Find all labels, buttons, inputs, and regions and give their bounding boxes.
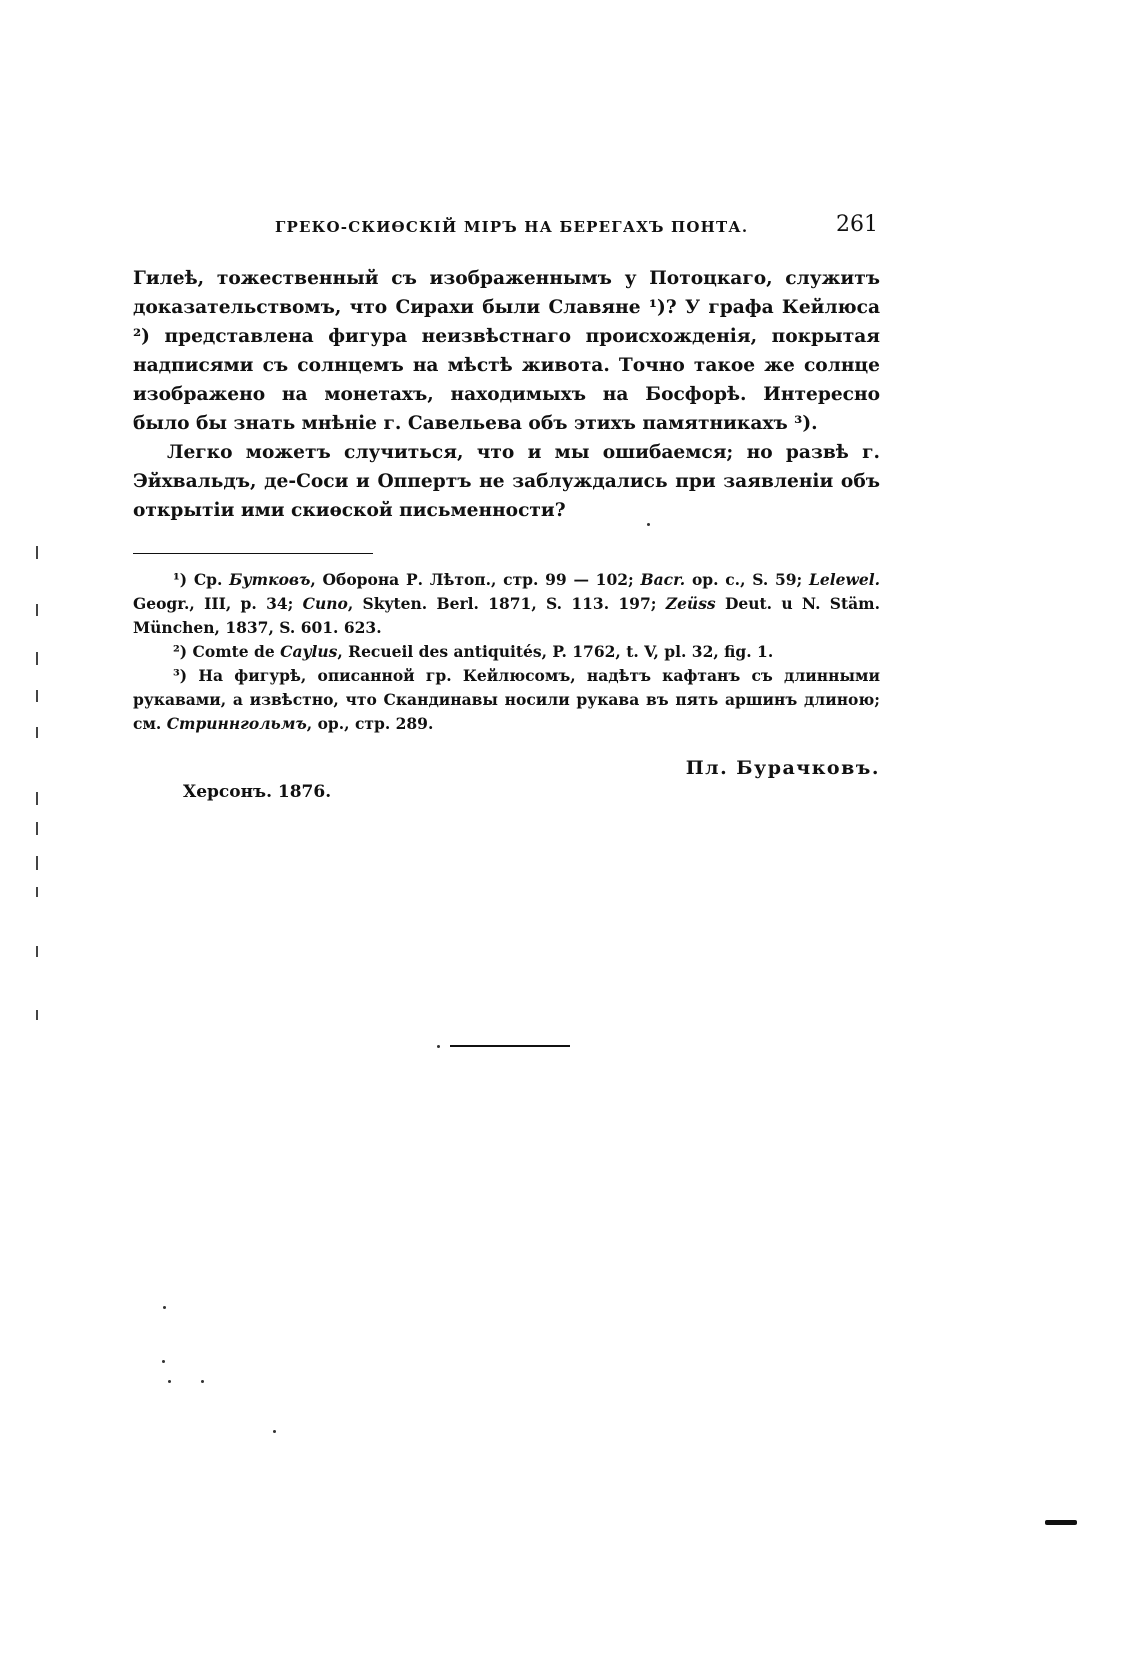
footnote-1-author-2: Bacr. xyxy=(640,570,686,589)
place-date: Херсонъ. 1876. xyxy=(183,782,332,802)
page-header xyxy=(130,212,880,242)
footnote-1-author-4: Cuno xyxy=(302,594,348,613)
footnote-1-text-5: Deut. u N. Stäm. München, 1837, S. 601. 623. xyxy=(133,594,880,637)
end-rule xyxy=(450,1045,570,1047)
margin-tick xyxy=(36,1010,38,1020)
margin-tick xyxy=(36,604,38,616)
footnote-3-author: Стриннгольмъ xyxy=(166,714,307,733)
edge-mark xyxy=(1045,1520,1077,1525)
running-title: ГРЕКО-СКИѲСКІЙ МІРЪ НА БЕРЕГАХЪ ПОНТА. xyxy=(275,218,749,236)
footnote-1 xyxy=(133,568,880,640)
margin-tick xyxy=(36,792,38,805)
footnote-1-mark: ¹) Ср. xyxy=(173,570,230,589)
margin-tick xyxy=(36,946,38,957)
speck xyxy=(437,1045,440,1048)
footnote-1-text-3: Geogr., III, p. 34; xyxy=(133,594,303,613)
footnote-separator xyxy=(133,553,373,554)
footnote-1-text-2: op. c., S. 59; xyxy=(685,570,809,589)
paragraph-2: Легко можетъ случиться, что и мы ошибаемся; но развѣ г. Эйхвальдъ, де-Соси и Оппертъ не заблуждались при заявленіи объ открытіи ими скиѳской письменности? xyxy=(133,442,880,521)
footnote-1-text-4: , Skyten. Berl. 1871, S. 113. 197; xyxy=(347,594,666,613)
footnote-1-author-3: Lelewel. xyxy=(809,570,880,589)
margin-tick xyxy=(36,887,38,897)
page-number: 261 xyxy=(836,212,878,237)
footnote-3 xyxy=(133,664,880,736)
footnotes xyxy=(133,568,880,736)
main-text xyxy=(133,264,880,525)
speck xyxy=(273,1430,276,1433)
margin-tick xyxy=(36,690,38,702)
footnote-2-text: , Recueil des antiquités, P. 1762, t. V, pl. 32, fig. 1. xyxy=(337,642,774,661)
footnote-2-mark: ²) Comte de xyxy=(173,642,281,661)
footnote-3-text-1: ³) На фигурѣ, описанной гр. Кейлюсомъ, надѣтъ кафтанъ съ длинными рукавами, а извѣстно, что Скандинавы носили рукава въ пять аршинъ длиною; см. xyxy=(133,666,880,733)
speck xyxy=(168,1380,171,1383)
paragraph-1: Гилеѣ, тожественный съ изображеннымъ у Потоцкаго, служитъ доказательствомъ, что Сирахи были Славяне ¹)? У графа Кейлюса ²) представлена фигура неизвѣстнаго происхожденія, покрытая надписями съ солнцемъ на мѣстѣ живота. Точно такое же солнце изображено на монетахъ, находимыхъ на Босфорѣ. Интересно было бы знать мнѣніе г. Савельева объ этихъ памятникахъ ³). xyxy=(133,268,880,434)
footnote-2-author: Caylus xyxy=(280,642,338,661)
speck xyxy=(201,1380,204,1383)
margin-tick xyxy=(36,822,38,835)
footnote-3-text-2: , op., стр. 289. xyxy=(306,714,434,733)
footnote-2 xyxy=(133,640,880,664)
margin-tick xyxy=(36,546,38,559)
speck xyxy=(162,1360,165,1363)
footnote-1-text-1: , Оборона Р. Лѣтоп., стр. 99 — 102; xyxy=(310,570,641,589)
author-signature: Пл. Бурачковъ. xyxy=(685,757,880,779)
margin-tick xyxy=(36,727,38,738)
speck xyxy=(163,1306,166,1309)
footnote-1-author-1: Бутковъ xyxy=(229,570,311,589)
margin-tick xyxy=(36,856,38,870)
footnote-1-author-5: Zeüss xyxy=(665,594,716,613)
speck xyxy=(647,523,650,526)
margin-tick xyxy=(36,652,38,665)
